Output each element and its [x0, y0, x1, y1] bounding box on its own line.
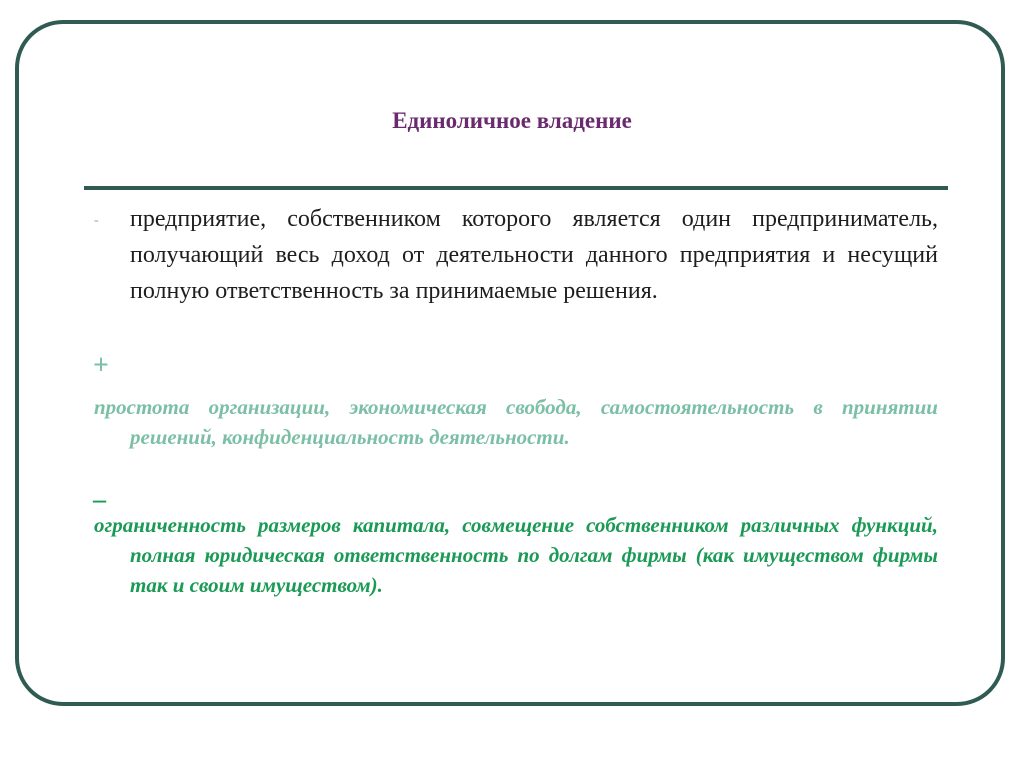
advantages-text: простота организации, экономическая свобода, самостоятельность в принятии решений, конфиденциальность деятельности. [94, 395, 938, 449]
definition-paragraph [94, 201, 938, 309]
disadvantages-text: ограниченность размеров капитала, совмещение собственником различных функций, полная юридическая ответственность по долгам фирмы (как имуществом фирмы так и своим имуществом). [94, 513, 938, 597]
advantages-paragraph [94, 392, 938, 452]
disadvantages-minus-sign: _ [93, 476, 106, 505]
definition-text: предприятие, собственником которого является один предприниматель, получающий весь доход от деятельности данного предприятия и несущий полную ответственность за принимаемые решения. [130, 206, 938, 304]
disadvantages-paragraph [94, 510, 938, 600]
advantages-plus-sign: + [93, 350, 109, 381]
title-divider [84, 186, 948, 190]
slide-title: Единоличное владение [392, 108, 632, 133]
definition-bullet: - [94, 213, 99, 228]
